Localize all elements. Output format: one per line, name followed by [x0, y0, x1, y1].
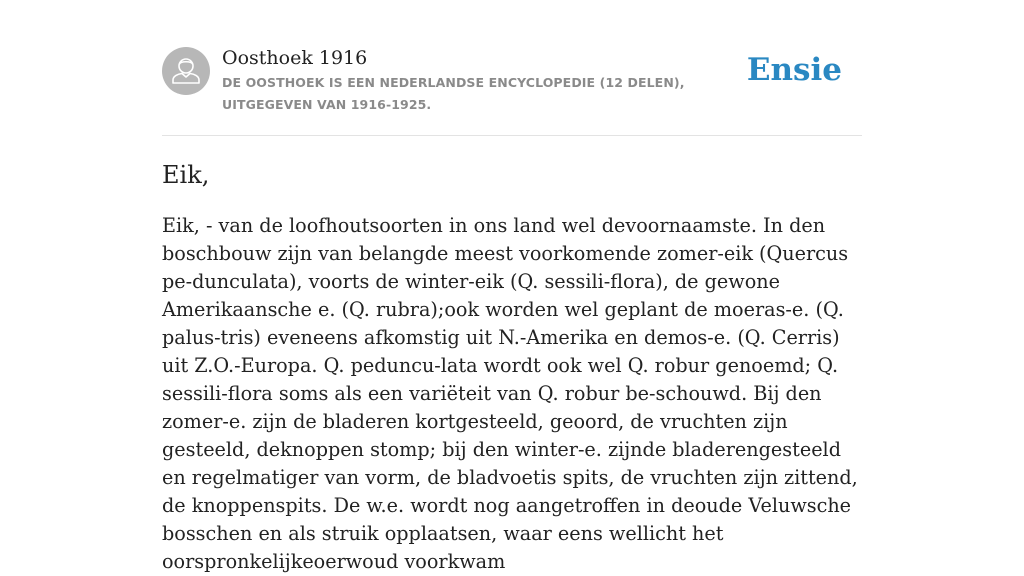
user-silhouette-icon — [162, 47, 210, 95]
entry-title: Eik, — [162, 161, 210, 189]
source-description: DE OOSTHOEK IS EEN NEDERLANDSE ENCYCLOPEDIE (12 DELEN), UITGEGEVEN VAN 1916-1925. — [222, 75, 685, 112]
source-header — [162, 46, 862, 135]
source-title[interactable]: Oosthoek 1916 — [222, 47, 368, 69]
ensie-logo-link[interactable]: Ensie — [746, 52, 842, 88]
entry-body: Eik, - van de loofhoutsoorten in ons land wel devoornaamste. In den boschbouw zijn van belangde meest voorkomende zomer-eik (Quercus pe-dunculata), voorts de winter-eik (Q. sessili-flora), de gewone Amerikaansche e. (Q. rubra);ook worden wel geplant de moeras-e. (Q. palus-tris) eveneens afkomstig uit N.-Amerika en demos-e. (Q. Cerris) uit Z.O.-Europa. Q. peduncu-lata wordt ook wel Q. robur genoemd; Q. sessili-flora soms als een variëteit van Q. robur be-schouwd. Bij den zomer-e. zijn de bladeren kortgesteeld, geoord, de vruchten zijn gesteeld, deknoppen stomp; bij den winter-e. zijnde bladerengesteeld en regelmatiger van vorm, de bladvoetis spits, de vruchten zijn zittend, de knoppenspits. De w.e. wordt nog aangetroffen in deoude Veluwsche bosschen en als struik opplaatsen, waar eens wellicht het oorspronkelijkeoerwoud voorkwam — [162, 214, 858, 573]
header-divider — [162, 135, 862, 136]
avatar[interactable] — [162, 47, 210, 95]
